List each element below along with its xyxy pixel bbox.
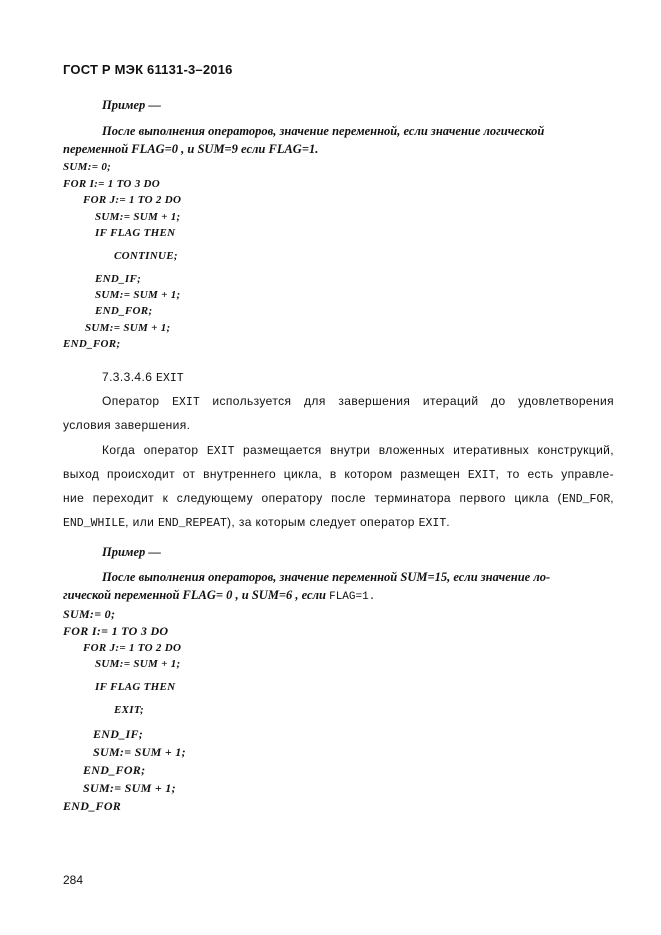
paragraph-text: используется для завершения итераций до удовлетворения bbox=[212, 394, 614, 408]
paragraph-2-line-2 bbox=[63, 467, 614, 482]
inline-keyword: FLAG=1. bbox=[329, 591, 376, 603]
example-2-code-line: IF FLAG THEN bbox=[95, 681, 176, 693]
section-heading bbox=[102, 370, 184, 385]
example-1-code-line: END_FOR; bbox=[95, 305, 153, 317]
inline-keyword: EXIT bbox=[418, 517, 447, 530]
example-2-code-line: EXIT; bbox=[114, 704, 145, 716]
inline-keyword: END_WHILE bbox=[63, 517, 126, 530]
example-1-code-line: SUM:= SUM + 1; bbox=[95, 289, 181, 301]
example-2-code-line: FOR I:= 1 TO 3 DO bbox=[63, 624, 169, 638]
page-number: 284 bbox=[63, 873, 84, 887]
paragraph-2-line-3 bbox=[63, 491, 614, 506]
example-2-label: Пример — bbox=[102, 545, 161, 559]
paragraph-text: . bbox=[446, 515, 450, 529]
section-keyword: EXIT bbox=[156, 372, 184, 385]
example-2-code-line: SUM:= SUM + 1; bbox=[83, 781, 176, 795]
example-1-code-line: SUM:= 0; bbox=[63, 161, 112, 173]
paragraph-2-line-1 bbox=[102, 443, 614, 458]
paragraph-text: размещается внутри вложенных итеративных конструкций, bbox=[242, 443, 615, 457]
inline-keyword: END_FOR bbox=[561, 493, 611, 506]
example-1-code-line: SUM:= SUM + 1; bbox=[85, 322, 171, 334]
example-2-code-line: SUM:= SUM + 1; bbox=[93, 745, 186, 759]
section-number: 7.3.3.4.6 bbox=[102, 370, 153, 384]
paragraph-text: Когда оператор bbox=[102, 443, 199, 457]
example-1-code-line: FOR I:= 1 TO 3 DO bbox=[63, 178, 161, 190]
inline-keyword: END_REPEAT bbox=[157, 517, 227, 530]
example-2-code-line: END_FOR bbox=[63, 799, 122, 813]
inline-keyword: EXIT bbox=[467, 469, 496, 482]
example-1-code-line: IF FLAG THEN bbox=[95, 227, 176, 239]
paragraph-1-line-2: условия завершения. bbox=[63, 418, 191, 432]
paragraph-text: Оператор bbox=[102, 394, 160, 408]
example-2-code-line: SUM:= SUM + 1; bbox=[95, 658, 181, 670]
example-2-code-line: END_IF; bbox=[93, 727, 144, 741]
paragraph-text: ), за которым следует оператор bbox=[226, 515, 415, 529]
inline-keyword: EXIT bbox=[172, 396, 200, 409]
description-text: гической переменной FLAG= 0 , и SUM=6 , если bbox=[63, 588, 326, 602]
example-2-code-line: FOR J:= 1 TO 2 DO bbox=[83, 642, 182, 654]
example-2-description-line-1: После выполнения операторов, значение переменной SUM=15, если значение ло- bbox=[102, 570, 551, 584]
paragraph-text: ние переходит к следующему оператору после терминатора первого цикла ( bbox=[63, 491, 562, 505]
example-2-description-line-2 bbox=[63, 588, 375, 603]
example-1-code-line: FOR J:= 1 TO 2 DO bbox=[83, 194, 182, 206]
paragraph-text: , то есть управле- bbox=[495, 467, 615, 481]
document-header: ГОСТ Р МЭК 61131-3–2016 bbox=[63, 62, 233, 77]
inline-keyword: EXIT bbox=[206, 445, 235, 458]
example-1-code-line: CONTINUE; bbox=[114, 250, 178, 262]
paragraph-2-line-4 bbox=[63, 515, 450, 530]
example-1-code-line: END_IF; bbox=[95, 273, 142, 285]
paragraph-text: , или bbox=[125, 515, 155, 529]
example-1-code-line: SUM:= SUM + 1; bbox=[95, 211, 181, 223]
example-1-description-line-1: После выполнения операторов, значение переменной, если значение логической bbox=[102, 124, 545, 138]
paragraph-text: , bbox=[610, 491, 614, 505]
example-1-description-line-2: переменной FLAG=0 , и SUM=9 если FLAG=1. bbox=[63, 142, 319, 156]
paragraph-1-line-1 bbox=[102, 394, 614, 409]
example-1-code-line: END_FOR; bbox=[63, 338, 121, 350]
paragraph-text: выход происходит от внутреннего цикла, в котором размещен bbox=[63, 467, 461, 481]
example-2-code-line: SUM:= 0; bbox=[63, 607, 116, 621]
example-1-label: Пример — bbox=[102, 98, 161, 112]
example-2-code-line: END_FOR; bbox=[83, 763, 146, 777]
